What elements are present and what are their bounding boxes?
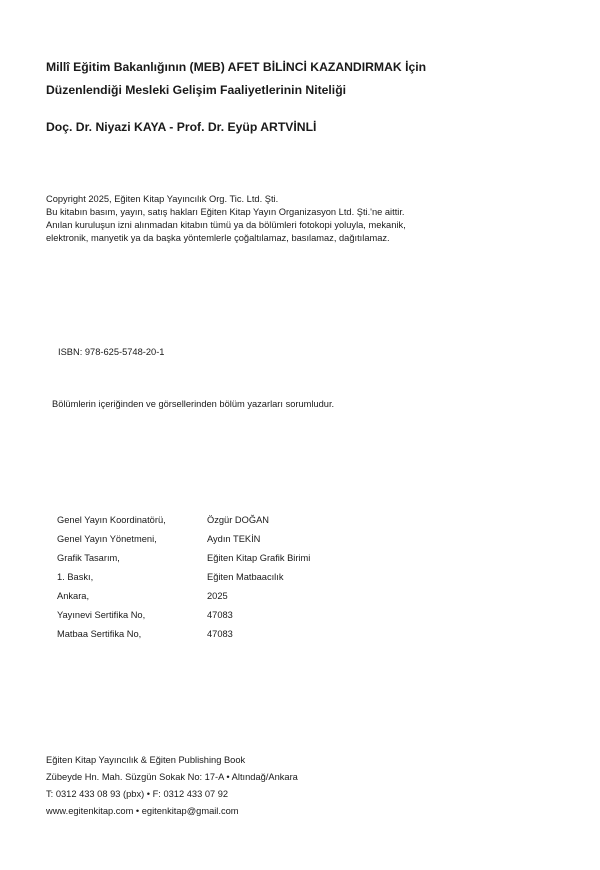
publisher-web: www.egitenkitap.com • egitenkitap@gmail.com bbox=[46, 806, 239, 816]
credit-label: 1. Baskı, bbox=[57, 571, 94, 582]
credit-label: Ankara, bbox=[57, 590, 90, 601]
responsibility-note: Bölümlerin içeriğinden ve görsellerinden bölüm yazarları sorumludur. bbox=[52, 399, 335, 409]
book-title bbox=[46, 56, 566, 102]
book-title-line-2: Düzenlendiği Mesleki Gelişim Faaliyetlerinin Niteliği bbox=[46, 83, 347, 97]
credits-row bbox=[57, 567, 310, 586]
credit-label: Genel Yayın Koordinatörü, bbox=[57, 514, 166, 525]
book-title-line-1: Millî Eğitim Bakanlığının (MEB) AFET BİLİNCİ KAZANDIRMAK İçin bbox=[46, 60, 427, 74]
copyright-line-3: Anılan kuruluşun izni alınmadan kitabın tümü ya da bölümleri fotokopi yoluyla, mekanik, bbox=[46, 220, 406, 230]
credit-value: 47083 bbox=[207, 609, 233, 620]
copyright-line-2: Bu kitabın basım, yayın, satış hakları Eğiten Kitap Yayın Organizasyon Ltd. Şti.'ne aittir. bbox=[46, 207, 405, 217]
publisher-phone: T: 0312 433 08 93 (pbx) • F: 0312 433 07 92 bbox=[46, 789, 229, 799]
credits-row bbox=[57, 548, 310, 567]
credits-row bbox=[57, 624, 310, 643]
credit-value: Eğiten Kitap Grafik Birimi bbox=[207, 552, 311, 563]
copyright-notice bbox=[46, 193, 566, 245]
credits-row bbox=[57, 605, 310, 624]
credits-row bbox=[57, 529, 310, 548]
credit-label: Yayınevi Sertifika No, bbox=[57, 609, 146, 620]
credits-row bbox=[57, 510, 310, 529]
authors: Doç. Dr. Niyazi KAYA - Prof. Dr. Eyüp ARTVİNLİ bbox=[46, 120, 317, 134]
copyright-line-1: Copyright 2025, Eğiten Kitap Yayıncılık Org. Tic. Ltd. Şti. bbox=[46, 194, 279, 204]
credit-value: 47083 bbox=[207, 628, 233, 639]
credits-row bbox=[57, 586, 310, 605]
publisher-address: Zübeyde Hn. Mah. Süzgün Sokak No: 17-A • Altındağ/Ankara bbox=[46, 772, 298, 782]
publisher-name: Eğiten Kitap Yayıncılık & Eğiten Publishing Book bbox=[46, 755, 246, 765]
publisher-info bbox=[46, 752, 298, 820]
credit-value: Aydın TEKİN bbox=[207, 533, 261, 544]
credit-label: Matbaa Sertifika No, bbox=[57, 628, 142, 639]
credits-table bbox=[57, 510, 310, 643]
copyright-line-4: elektronik, manyetik ya da başka yöntemlerle çoğaltılamaz, basılamaz, dağıtılamaz. bbox=[46, 233, 390, 243]
credit-label: Genel Yayın Yönetmeni, bbox=[57, 533, 157, 544]
credit-value: 2025 bbox=[207, 590, 228, 601]
isbn: ISBN: 978-625-5748-20-1 bbox=[58, 347, 165, 357]
credit-value: Özgür DOĞAN bbox=[207, 514, 269, 525]
credit-value: Eğiten Matbaacılık bbox=[207, 571, 284, 582]
credit-label: Grafik Tasarım, bbox=[57, 552, 120, 563]
